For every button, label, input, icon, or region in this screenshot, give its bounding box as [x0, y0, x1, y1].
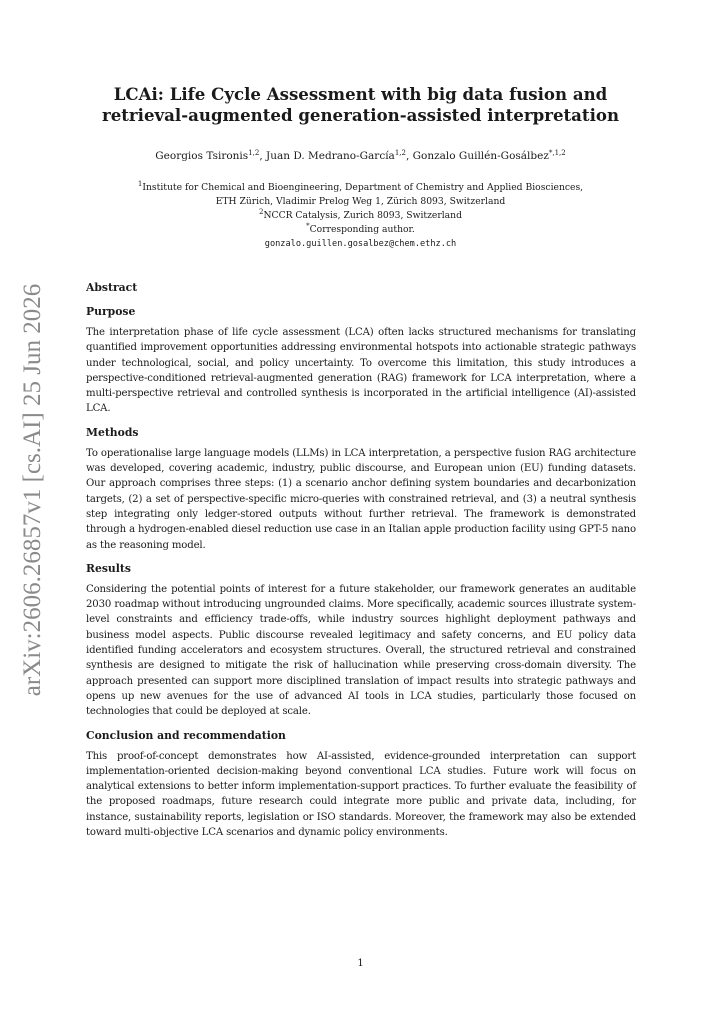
page-number: 1	[357, 958, 364, 969]
section-heading-methods: Methods	[86, 425, 139, 439]
author-name: Gonzalo Guillén-Gosálbez	[412, 150, 549, 162]
corresponding-author-note	[60, 223, 661, 237]
affiliation-2	[60, 209, 661, 223]
author-separator: ,	[259, 150, 266, 162]
corresponding-mark: *	[306, 222, 310, 231]
affiliation-mark: 1	[137, 180, 143, 188]
affiliation-1	[60, 181, 661, 195]
corresponding-text: Corresponding author.	[309, 224, 415, 236]
section-text-purpose: The interpretation phase of life cycle assessment (LCA) often lacks structured mechanisms for translating quantified improvement opportunities addressing environmental hotspots into actionable strategic pathways under technological, social, and policy uncertainty. To overcome this limitation, this study introduces a perspective-conditioned retrieval-augmented generation (RAG) framework for LCA interpretation, where a multi-perspective retrieval and controlled synthesis is incorporated in the artificial intelligence (AI)-assisted LCA.	[86, 327, 636, 415]
section-text-methods: To operationalise large language models (LLMs) in LCA interpretation, a perspective fusion RAG architecture was developed, covering academic, industry, public discourse, and European union (EU) funding datasets. Our approach comprises three steps: (1) a scenario anchor defining system boundaries and decarbonization targets, (2) a set of perspective-specific micro-queries with constrained retrieval, and (3) a neutral synthesis step integrating only ledger-stored outputs without further retrieval. The framework is demonstrated through a hydrogen-enabled diesel reduction use case in an Italian apple production facility using GPT-5 nano as the reasoning model.	[86, 447, 636, 551]
affiliation-2-text: NCCR Catalysis, Zurich 8093, Switzerland	[263, 210, 462, 222]
abstract-body	[86, 281, 636, 849]
author-list	[40, 150, 681, 162]
author-name: Juan D. Medrano-García	[266, 150, 395, 162]
author-name: Georgios Tsironis	[155, 150, 249, 162]
abstract-heading: Abstract	[86, 281, 138, 294]
corresponding-email[interactable]: gonzalo.guillen.gosalbez@chem.ethz.ch	[264, 239, 457, 250]
section-heading-results: Results	[86, 561, 131, 575]
author-affiliation-mark: 1,2	[248, 149, 260, 157]
arxiv-identifier-stamp: arXiv:2606.26857v1 [cs.AI] 25 Jun 2026	[19, 283, 46, 697]
section-heading-conclusion: Conclusion and recommendation	[86, 728, 286, 742]
affiliation-1-address: ETH Zürich, Vladimir Prelog Weg 1, Zürich 8093, Switzerland	[215, 196, 506, 208]
paper-title	[100, 84, 621, 126]
paper-title-line-1: LCAi: Life Cycle Assessment with big data fusion and	[113, 84, 608, 104]
affiliations	[60, 181, 661, 251]
paper-title-line-2: retrieval-augmented generation-assisted interpretation	[101, 105, 620, 125]
affiliation-mark: 2	[259, 208, 264, 217]
section-text-conclusion: This proof-of-concept demonstrates how AI-assisted, evidence-grounded interpretation can support implementation-oriented decision-making beyond conventional LCA studies. Future work will focus on analytical extensions to better inform implementation-support practices. To further evaluate the feasibility of the proposed roadmaps, future research could integrate more public and private data, including, for instance, sustainability reports, legislation or ISO standards. Moreover, the framework may also be extended toward multi-objective LCA scenarios and dynamic policy environments.	[86, 750, 636, 839]
author-affiliation-mark: 1,2	[394, 149, 406, 157]
affiliation-1-line-1: Institute for Chemical and Bioengineering, Department of Chemistry and Applied Biosciences,	[142, 182, 584, 193]
author-affiliation-mark: *,1,2	[548, 149, 566, 157]
section-text-results: Considering the potential points of interest for a future stakeholder, our framework generates an auditable 2030 roadmap without introducing ungrounded claims. More specifically, academic sources illustrate system-level constraints and efficiency trade-offs, while industry sources highlight deployment pathways and business model aspects. Public discourse revealed legitimacy and safety concerns, and EU policy data identified funding accelerators and ecosystem structures. Overall, the structured retrieval and constrained synthesis are designed to mitigate the risk of hallucination while preserving cross-domain diversity. The approach presented can support more disciplined translation of impact results into strategic pathways and opens up new avenues for the use of advanced AI tools in LCA studies, particularly those focused on technologies that could be deployed at scale.	[86, 583, 636, 718]
author-separator: ,	[405, 150, 413, 162]
section-heading-purpose: Purpose	[86, 305, 136, 318]
